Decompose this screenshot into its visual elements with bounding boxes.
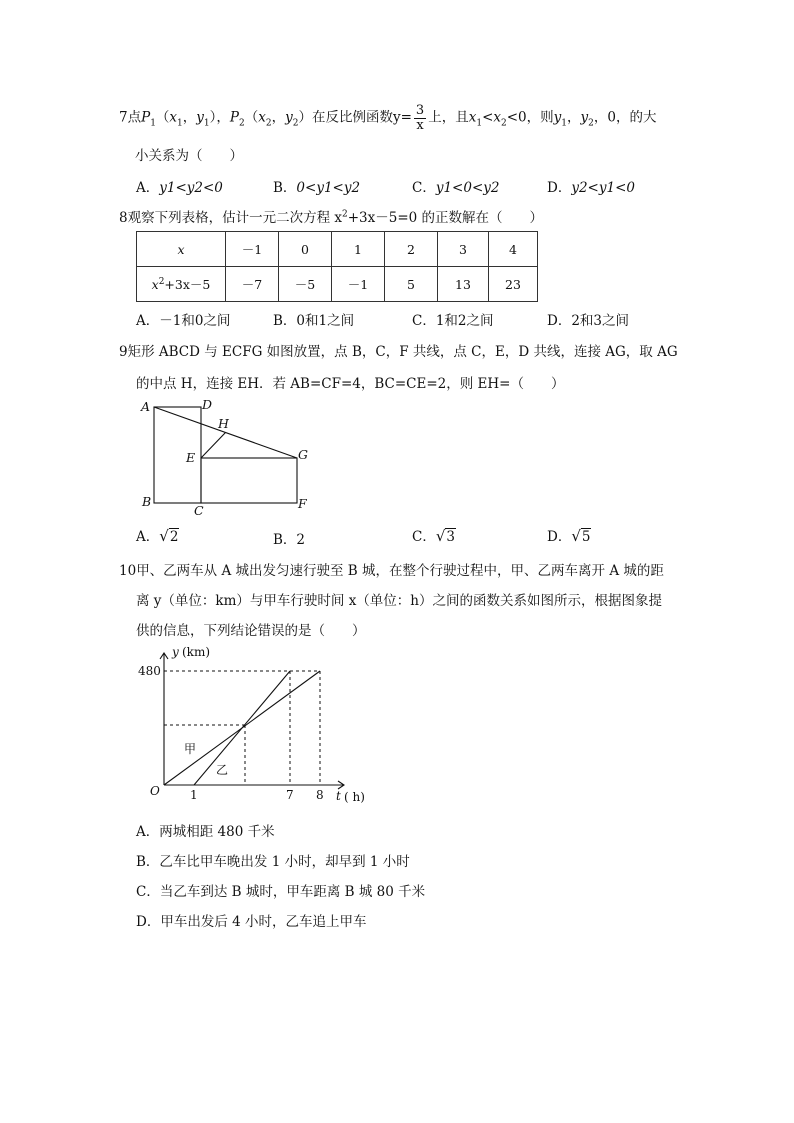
question-number: 10 — [119, 563, 137, 579]
rectangle-figure — [136, 396, 326, 520]
q7-option-b[interactable]: B．0<y1<y2 — [273, 180, 361, 196]
sqrt-symbol: √3 — [435, 527, 455, 545]
table-cell: －7 — [226, 267, 279, 302]
table-row — [137, 267, 538, 302]
label-d: D — [202, 397, 213, 412]
label-c: C — [194, 503, 204, 518]
q9-stem-line1: 9矩形 ABCD 与 ECFG 如图放置，点 B，C，F 共线，点 C，E，D 共线，连接 AG，取 AG — [119, 344, 678, 360]
question-number: 7 — [119, 109, 128, 126]
q10-option-b[interactable]: B．乙车比甲车晚出发 1 小时，却早到 1 小时 — [136, 854, 410, 870]
q7-option-d[interactable]: D．y2<y1<0 — [547, 180, 635, 196]
table-cell: －1 — [332, 267, 385, 302]
q8-option-d[interactable]: D．2和3之间 — [547, 313, 630, 329]
sqrt-symbol: √5 — [571, 527, 591, 545]
value-table — [136, 231, 538, 302]
label-a: A — [141, 399, 151, 414]
q7-option-c[interactable]: C．y1<0<y2 — [412, 180, 500, 196]
x-tick-8: 8 — [316, 788, 324, 802]
q10-stem-line2: 离 y（单位：km）与甲车行驶时间 x（单位：h）之间的函数关系如图所示，根据图象提 — [136, 593, 662, 609]
q9-option-a[interactable]: A．√2 — [136, 527, 179, 545]
q10-option-c[interactable]: C．当乙车到达 B 城时，甲车距离 B 城 80 千米 — [136, 884, 426, 900]
rectangle-ecfg — [201, 458, 297, 503]
q10-option-d[interactable]: D．甲车出发后 4 小时，乙车追上甲车 — [136, 914, 367, 930]
y-axis-unit: (km) — [182, 645, 211, 659]
q7-stem-line2: 小关系为（ ） — [135, 148, 243, 164]
y-tick-480: 480 — [138, 664, 161, 678]
table-cell: 1 — [332, 232, 385, 267]
distance-time-graph — [136, 643, 376, 809]
question-number: 9 — [119, 344, 128, 360]
q9-stem-line2: 的中点 H，连接 EH．若 AB=CF=4，BC=CE=2，则 EH=（ ） — [136, 376, 565, 392]
label-f: F — [298, 496, 307, 511]
q9-option-c[interactable]: C．√3 — [412, 527, 455, 545]
x-axis-label: t — [336, 789, 341, 803]
q10-stem-line3: 供的信息，下列结论错误的是（ ） — [136, 623, 366, 639]
table-cell: 2 — [385, 232, 438, 267]
table-header-x: x — [137, 232, 226, 267]
q7-option-a[interactable]: A．y1<y2<0 — [136, 180, 223, 196]
x-axis-unit: ( h) — [344, 790, 365, 804]
table-row — [137, 232, 538, 267]
q9-option-b[interactable]: B．2 — [273, 532, 306, 548]
origin-label: O — [150, 784, 160, 798]
x-tick-7: 7 — [286, 788, 294, 802]
q10-option-a[interactable]: A．两城相距 480 千米 — [136, 824, 275, 840]
label-b: B — [142, 494, 152, 509]
table-cell: 3 — [438, 232, 489, 267]
q9-option-d[interactable]: D．√5 — [547, 527, 591, 545]
q8-option-a[interactable]: A．－1和0之间 — [136, 313, 231, 329]
table-cell: 4 — [489, 232, 538, 267]
table-cell: 23 — [489, 267, 538, 302]
series-label-jia: 甲 — [184, 742, 197, 756]
label-h: H — [218, 416, 229, 431]
table-header-expression: $x^2+3x-5$ — [137, 267, 226, 302]
label-g: G — [298, 447, 308, 462]
label-e: E — [186, 450, 196, 465]
segment-eh — [201, 433, 226, 459]
table-cell: 5 — [385, 267, 438, 302]
table-cell: －5 — [279, 267, 332, 302]
q8-option-c[interactable]: C．1和2之间 — [412, 313, 494, 329]
q8-stem: 8观察下列表格，估计一元二次方程 $x^2+3x-5=0$ 的正数解在（ ） — [119, 209, 544, 226]
table-cell: －1 — [226, 232, 279, 267]
x-tick-1: 1 — [190, 788, 198, 802]
line-yi — [194, 671, 290, 785]
table-cell: 0 — [279, 232, 332, 267]
series-label-yi: 乙 — [216, 763, 229, 777]
fraction-3-over-x: $\frac{3}{x}$ — [415, 103, 425, 133]
y-axis-label: y — [172, 645, 179, 659]
q10-stem-line1: 10甲、乙两车从 A 城出发匀速行驶至 B 城，在整个行驶过程中，甲、乙两车离开 A 城的距 — [119, 563, 664, 579]
table-cell: 13 — [438, 267, 489, 302]
q7-stem-line1: 7点$P_1(x_1$，$y_1$），$P_2(x_2$，$y_2$）在反比例函数y= $\frac{3}{x}$ 上，且$x_1<x_2<0$，则$y_1$，$y_2$，0，的大 — [119, 103, 657, 133]
sqrt-symbol: √2 — [159, 527, 179, 545]
q8-option-b[interactable]: B．0和1之间 — [273, 313, 355, 329]
question-number: 8 — [119, 210, 128, 226]
